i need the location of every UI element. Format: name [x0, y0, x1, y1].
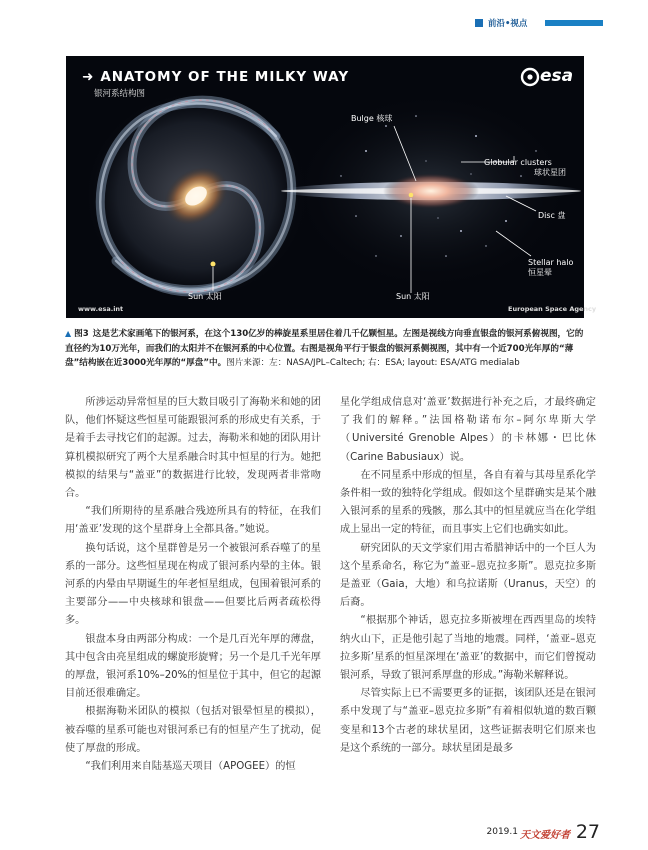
label-sun-left: Sun 太阳	[188, 292, 222, 301]
figure-subtitle: 银河系结构图	[94, 89, 146, 99]
caption-credit: 图片来源：左：NASA/JPL–Caltech; 右：ESA; layout: ESA/ATG medialab	[226, 358, 520, 368]
paragraph: 星化学组成信息对‘盖亚’数据进行补充之后，才最终确定了我们的解释。”法国格勒诺布尔–阿尔卑斯大学（Université Grenoble Alpes）的卡林娜・巴比休（Carine Babusiaux）说。	[340, 397, 596, 463]
label-globular-en: Globular clusters	[484, 158, 552, 167]
section-rule	[545, 20, 603, 26]
label-halo-cn: 恒星晕	[528, 268, 552, 277]
figure-title-text: ANATOMY OF THE MILKY WAY	[100, 69, 350, 85]
paragraph: “我们利用来自陆基巡天项目（APOGEE）的恒	[85, 761, 296, 773]
label-bulge: Bulge 核球	[351, 114, 393, 123]
caption-triangle-icon: ▲	[65, 329, 72, 338]
caption-text: 这是艺术家画笔下的银河系，在这个130亿岁的棒旋星系里居住着几千亿颗恒星。左图是视线方向垂直银盘的银河系俯视图，它的直径约为10万光年，而我们的太阳并不在银河系的中心位置。右图是视角平行于银盘的银河系侧视图，其中有一个近700光年厚的“薄盘”结构嵌在近3000光年厚的“厚盘”中。	[65, 329, 584, 368]
arrow-icon: ➜	[82, 69, 95, 85]
paragraph: 在不同星系中形成的恒星，各自有着与其母星系化学条件相一致的独特化学组成。假如这个星群确实是某个融入银河系的星系的残骸，那么其中的恒星就应当在化学组成上显出一定的特征，而且事实上它们也确实如此。	[340, 469, 596, 536]
label-sun-right: Sun 太阳	[396, 292, 430, 301]
label-disc: Disc 盘	[538, 211, 566, 220]
article-column-right	[340, 394, 596, 758]
paragraph: “根据那个神话，恩克拉多斯被埋在西西里岛的埃特纳火山下，正是他引起了当地的地震。同样，‘盖亚–恩克拉多斯’星系的恒星深埋在‘盖亚’的数据中，而它们曾搅动银河系，导致了银河系厚盘的形成。”海勒米解释说。	[340, 615, 596, 682]
paragraph: 研究团队的天文学家们用古希腊神话中的一个巨人为这个星系命名，称它为“盖亚–恩克拉多斯”。恩克拉多斯是盖亚（Gaia，大地）和乌拉诺斯（Uranus，天空）的后裔。	[340, 542, 596, 609]
label-halo-en: Stellar halo	[528, 258, 574, 267]
figure-url: www.esa.int	[78, 305, 124, 313]
paragraph: 所涉运动异常恒星的巨大数目吸引了海勒米和她的团队，他们怀疑这些恒星可能跟银河系的形成史有关系，于是着手去寻找它们的起源。过去，海勒米和她的团队用计算机模拟研究了两个大星系融合时其中恒星的行为。她把模拟的结果与“盖亚”的数据进行比较，发现两者非常吻合。	[65, 397, 321, 500]
paragraph: 银盘本身由两部分构成：一个是几百光年厚的薄盘，其中包含由亮星组成的螺旋形旋臂；另一个是几千光年厚的厚盘，银河系10%–20%的恒星位于其中，但它的起源目前还很难确定。	[65, 633, 321, 700]
paragraph: “我们所期待的星系融合残迹所具有的特征，在我们用‘盖亚’发现的这个星群身上全都具备。”她说。	[65, 506, 321, 536]
section-label: 前沿•视点	[488, 19, 528, 29]
paragraph: 根据海勒米团队的模拟（包括对银晕恒星的模拟），被吞噬的星系可能也对银河系已有的恒星产生了扰动，促使了厚盘的形成。	[65, 706, 321, 754]
page-number: 27	[575, 821, 600, 843]
article-column-left	[65, 394, 321, 776]
paragraph: 换句话说，这个星群曾是另一个被银河系吞噬了的星系的一部分。这些恒星现在构成了银河系内晕的主体。银河系的内晕由早期诞生的年老恒星组成，包围着银河系的主要部分——中央核球和银盘——但要比后两者疏松得多。	[65, 542, 321, 627]
section-marker	[475, 19, 483, 27]
caption-figure-number: 图3	[74, 329, 89, 339]
figure-agency: European Space Agency	[508, 305, 597, 313]
issue-date: 2019.1	[486, 827, 518, 837]
esa-logo-icon	[520, 66, 540, 88]
figure-title	[82, 69, 349, 85]
milky-way-figure	[66, 56, 597, 318]
esa-logo-text: esa	[540, 66, 574, 86]
section-header	[475, 18, 605, 28]
paragraph: 尽管实际上已不需要更多的证据，该团队还是在银河系中发现了与“盖亚–恩克拉多斯”有着相似轨道的数百颗变星和13个古老的球状星团，这些证据表明它们原来也是这个系统的一部分。球状星团是最多	[340, 688, 596, 754]
label-globular-cn: 球状星团	[534, 168, 566, 177]
magazine-name: 天文爱好者	[520, 830, 570, 841]
esa-logo	[520, 66, 578, 88]
figure-caption	[65, 327, 585, 371]
